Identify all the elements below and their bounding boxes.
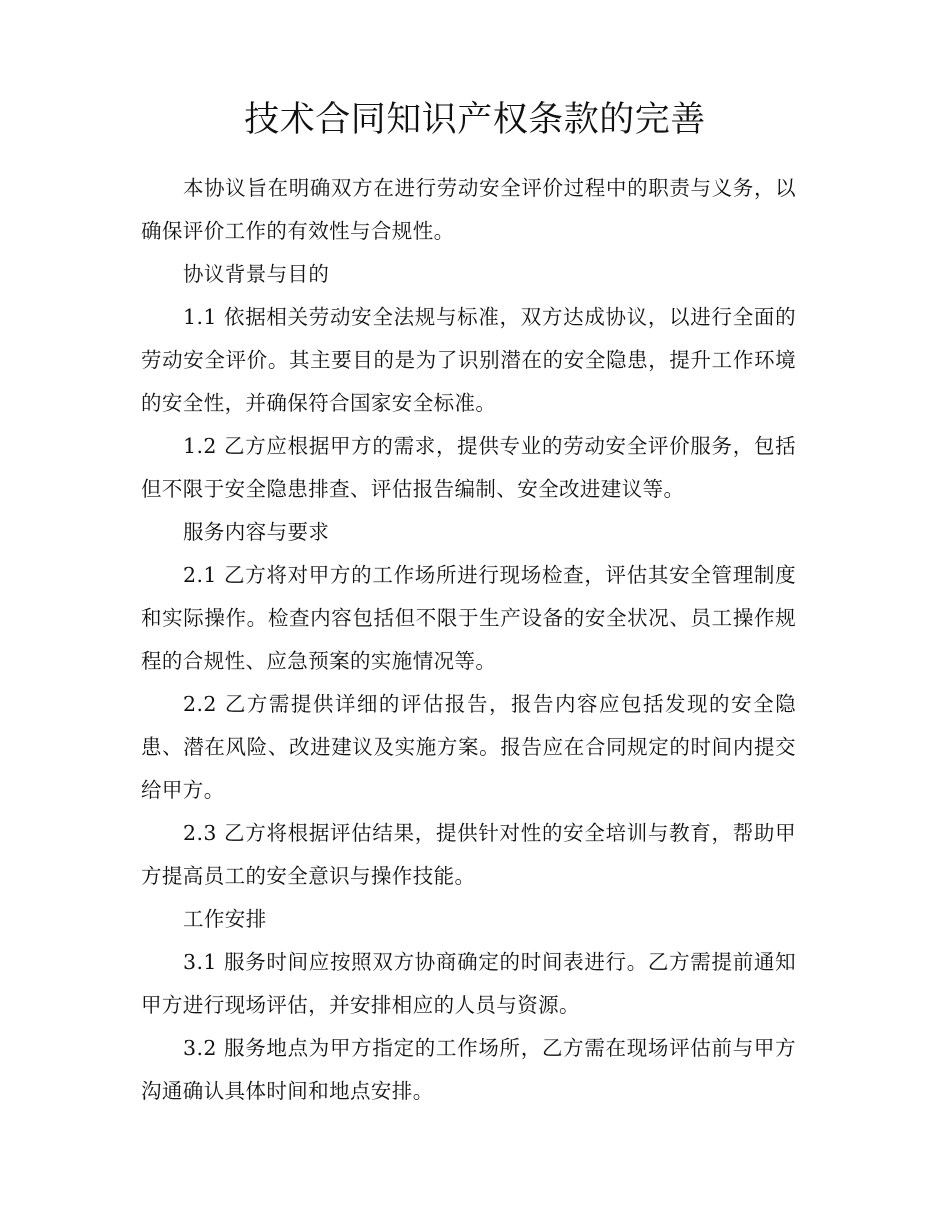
- clause-1-1: 1.1 依据相关劳动安全法规与标准，双方达成协议，以进行全面的劳动安全评价。其主要目的是为了识别潜在的安全隐患，提升工作环境的安全性，并确保符合国家安全标准。: [141, 305, 796, 415]
- intro-paragraph: 本协议旨在明确双方在进行劳动安全评价过程中的职责与义务，以确保评价工作的有效性与合规性。: [141, 176, 796, 243]
- clause-1-2: 1.2 乙方应根据甲方的需求，提供专业的劳动安全评价服务，包括但不限于安全隐患排查、评估报告编制、安全改进建议等。: [141, 434, 796, 501]
- section-heading-service: 服务内容与要求: [183, 520, 330, 544]
- clause-3-1: 3.1 服务时间应按照双方协商确定的时间表进行。乙方需提前通知甲方进行现场评估，并安排相应的人员与资源。: [141, 950, 796, 1017]
- clause-3-2: 3.2 服务地点为甲方指定的工作场所，乙方需在现场评估前与甲方沟通确认具体时间和地点安排。: [141, 1036, 796, 1103]
- clause-2-3: 2.3 乙方将根据评估结果，提供针对性的安全培训与教育，帮助甲方提高员工的安全意识与操作技能。: [141, 821, 796, 888]
- clause-2-1: 2.1 乙方将对甲方的工作场所进行现场检查，评估其安全管理制度和实际操作。检查内容包括但不限于生产设备的安全状况、员工操作规程的合规性、应急预案的实施情况等。: [141, 563, 796, 673]
- clause-2-2: 2.2 乙方需提供详细的评估报告，报告内容应包括发现的安全隐患、潜在风险、改进建议及实施方案。报告应在合同规定的时间内提交给甲方。: [141, 692, 796, 802]
- section-heading-background: 协议背景与目的: [183, 262, 330, 286]
- section-heading-schedule: 工作安排: [183, 907, 267, 931]
- document-title: 技术合同知识产权条款的完善: [244, 100, 706, 140]
- document-body: [141, 167, 796, 1113]
